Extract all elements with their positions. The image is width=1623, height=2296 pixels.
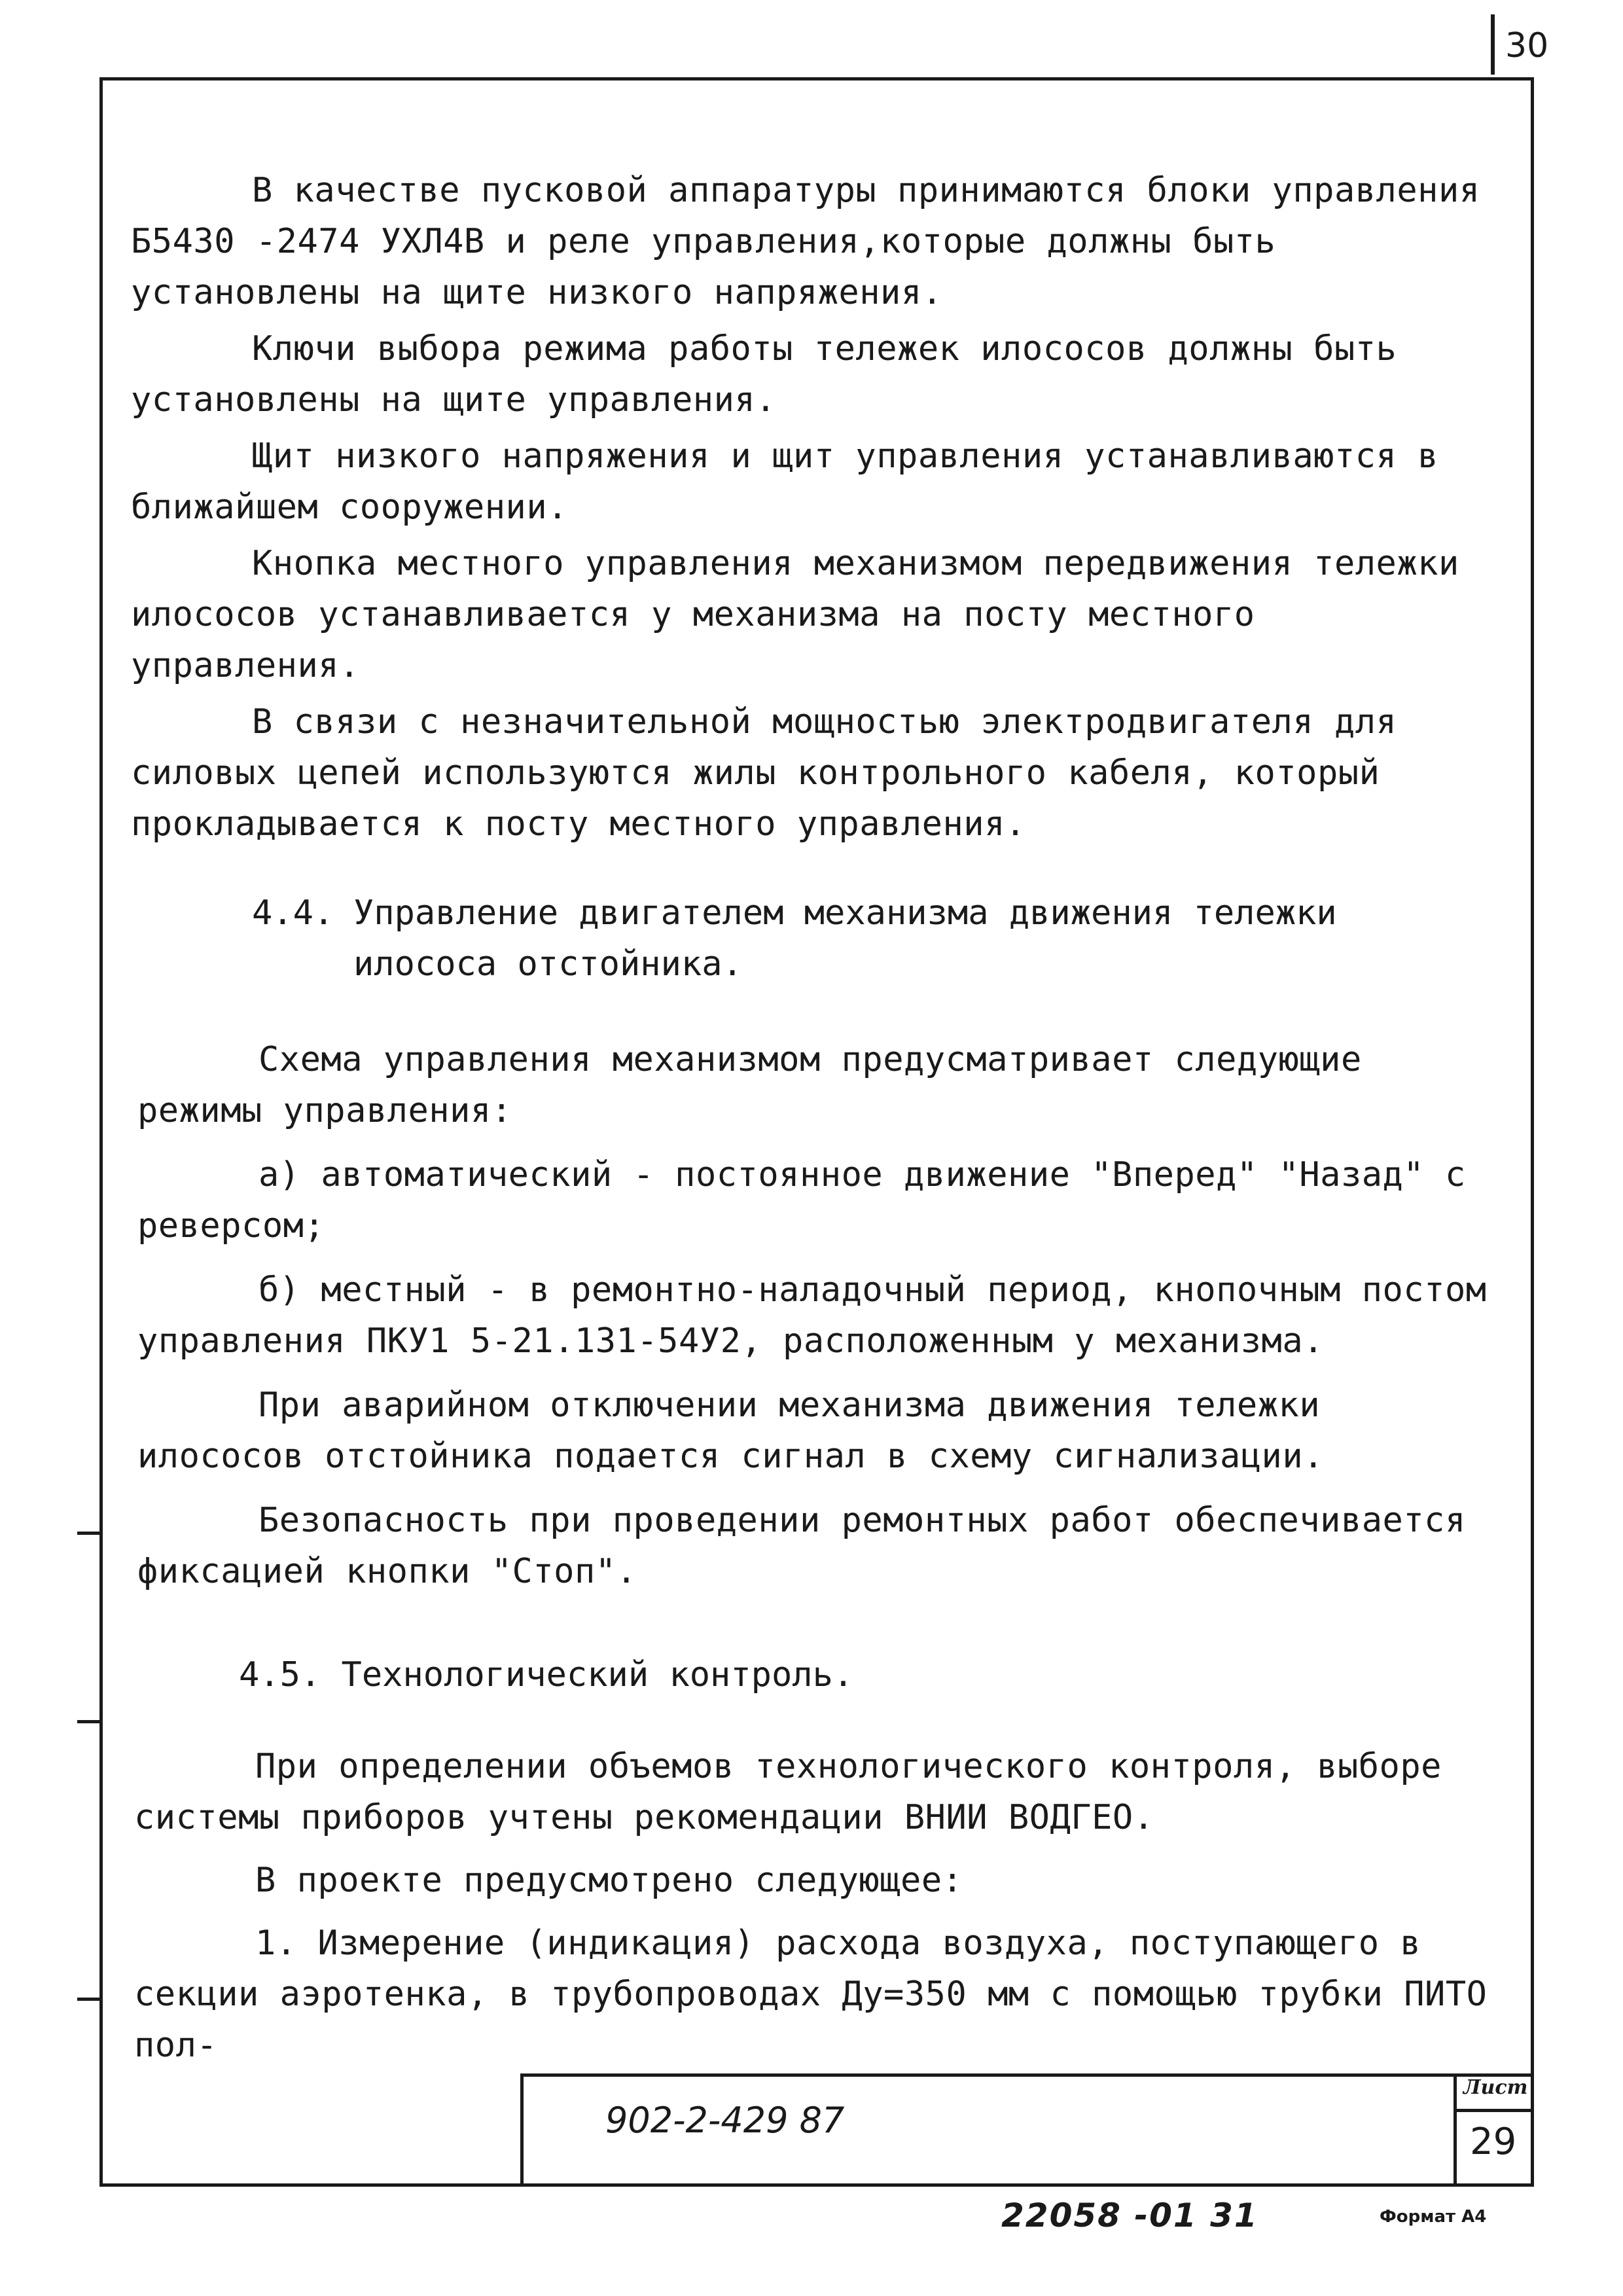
sheet-box-divider xyxy=(1454,2109,1534,2112)
page-corner-tick xyxy=(1491,14,1495,75)
sheet-number: 29 xyxy=(1470,2121,1517,2163)
paragraph: В качестве пусковой аппаратуры принимаются блоки управления Б5430 -2474 УХЛ4В и реле управления,которые должны быть установлены на щите низкого напряжения. xyxy=(131,171,1480,312)
section-number: 4.4. xyxy=(252,893,334,933)
margin-tick-2 xyxy=(77,1720,101,1723)
paragraph: Безопасность при проведении ремонтных работ обеспечивается фиксацией кнопки "Стоп". xyxy=(137,1501,1466,1591)
body-text-bottom xyxy=(134,1741,1492,2071)
section-title: Управление двигателем механизма движения тележки илососа отстойника. xyxy=(353,893,1337,984)
paragraph: В связи с незначительной мощностью электродвигателя для силовых цепей используются жилы контрольного кабеля, который прокладывается к посту местного управления. xyxy=(131,702,1397,844)
body-text-top xyxy=(131,165,1492,850)
paragraph: а) автоматический - постоянное движение "Вперед" "Назад" с реверсом; xyxy=(137,1155,1466,1246)
sheet-label: Лист xyxy=(1463,2076,1528,2099)
paragraph: В проекте предусмотрено следующее: xyxy=(255,1861,963,1900)
paragraph: Схема управления механизмом предусматривает следующие режимы управления: xyxy=(137,1040,1362,1130)
section-title: 4.5. Технологический контроль. xyxy=(239,1655,854,1695)
margin-tick-3 xyxy=(77,1998,101,2001)
paragraph: 1. Измерение (индикация) расхода воздуха, поступающего в секции аэротенка, в трубопроводах Ду=350 мм с помощью трубки ПИТО пол- xyxy=(134,1924,1488,2065)
paragraph: Ключи выбора режима работы тележек илососов должны быть установлены на щите управления. xyxy=(131,329,1397,420)
document-code: 902-2-429 87 xyxy=(605,2100,845,2141)
paragraph: б) местный - в ремонтно-наладочный период, кнопочным постом управления ПКУ1 5-21.131-54У2, расположенным у механизма. xyxy=(137,1270,1487,1361)
page-number-top: 30 xyxy=(1505,26,1549,65)
archive-stamp: 22058 -01 31 xyxy=(1001,2197,1258,2234)
format-label: Формат А4 xyxy=(1380,2207,1487,2227)
paragraph: Щит низкого напряжения и щит управления устанавливаются в ближайшем сооружении. xyxy=(131,437,1438,527)
paragraph: При определении объемов технологического контроля, выборе системы приборов учтены рекомендации ВНИИ ВОДГЕО. xyxy=(134,1747,1442,1837)
margin-tick-1 xyxy=(77,1532,101,1535)
paragraph: При аварийном отключении механизма движения тележки илососов отстойника подается сигнал в схему сигнализации. xyxy=(137,1386,1324,1476)
body-text-mid xyxy=(137,1034,1492,1597)
paragraph: Кнопка местного управления механизмом передвижения тележки илососов устанавливается у механизма на посту местного управления. xyxy=(131,544,1459,685)
